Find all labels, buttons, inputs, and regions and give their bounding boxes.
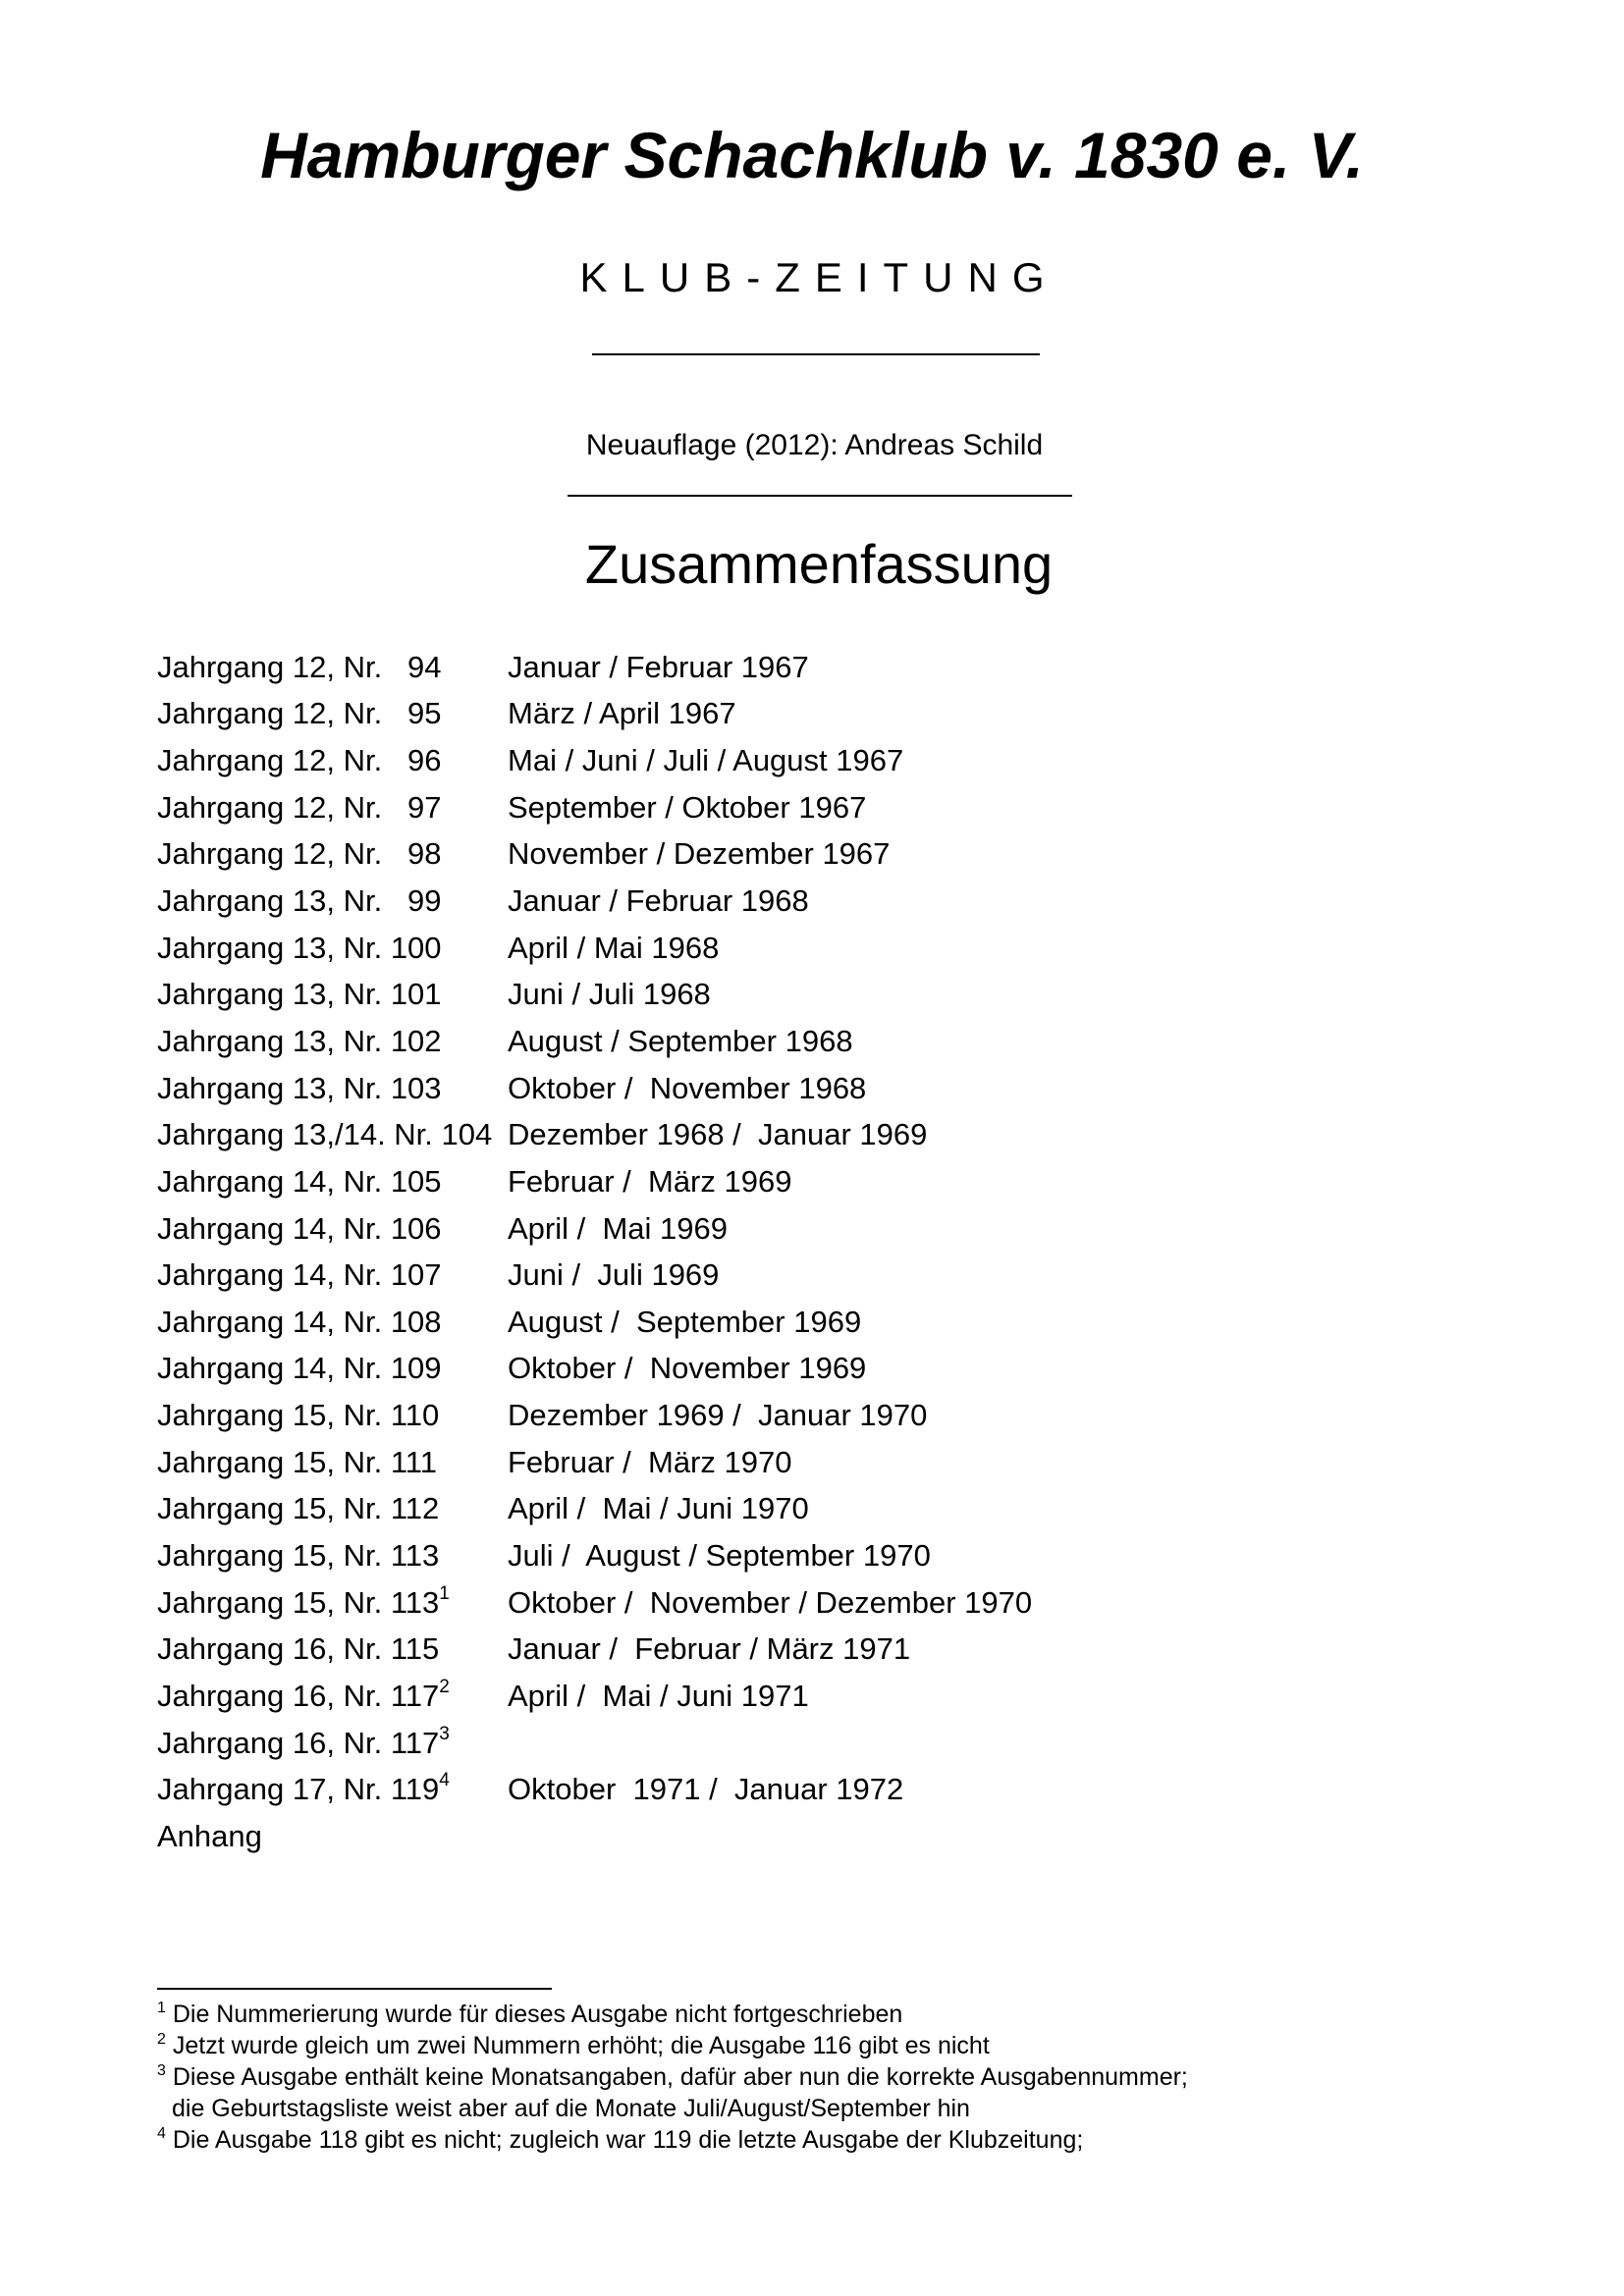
footnote-marker: 2 [439,1676,450,1697]
issue-number [157,743,508,778]
issue-months: Februar / März 1969 [508,1163,792,1199]
issue-months: August / September 1969 [508,1304,862,1339]
footnote [157,1999,1434,2030]
issue-number [157,1772,508,1807]
issue-row [157,1486,1434,1533]
issue-number [157,1351,508,1386]
issue-months: September / Oktober 1967 [508,789,867,825]
issue-row [157,1532,1434,1579]
footnote-number: 3 [157,2062,166,2079]
issue-number-text: Jahrgang 16, Nr. 117 [157,1725,440,1760]
issue-row [157,1205,1434,1253]
issue-number-text: Jahrgang 13, Nr. 100 [157,930,442,965]
issue-number-text: Jahrgang 15, Nr. 113 [157,1537,440,1573]
issue-row [157,691,1434,738]
footnote [157,2030,1434,2061]
footnote-marker: 1 [439,1582,450,1604]
issue-row [157,784,1434,831]
issue-months: Mai / Juni / Juli / August 1967 [508,743,904,778]
footnote-divider [157,1988,552,1990]
divider-line [592,353,1040,355]
issue-number [157,977,508,1012]
footnote-marker: 4 [439,1770,450,1791]
footnote-text: Jetzt wurde gleich um zwei Nummern erhöht; die Ausgabe 116 gibt es nicht [165,2032,990,2059]
issue-number-text: Jahrgang 13, Nr. 99 [157,883,442,919]
footnote [157,2124,1434,2156]
issue-months: März / April 1967 [508,696,736,731]
issue-row [157,1252,1434,1299]
issue-number [157,1676,508,1714]
issue-months: April / Mai / Juni 1970 [508,1491,809,1526]
issue-months: Juli / August / September 1970 [508,1537,931,1573]
issue-months: Oktober / November 1968 [508,1070,867,1105]
footnote-number: 1 [157,2000,166,2016]
issue-row [157,1299,1434,1346]
issue-row [157,1439,1434,1486]
issue-row [157,1579,1434,1627]
issue-number-text: Jahrgang 15, Nr. 110 [157,1398,440,1433]
club-title: Hamburger Schachklub v. 1830 e. V. [260,119,1364,191]
issue-months: Oktober 1971 / Januar 1972 [508,1772,904,1807]
issue-row [157,1065,1434,1112]
issue-number-text: Jahrgang 14, Nr. 106 [157,1210,442,1246]
issue-months: Dezember 1968 / Januar 1969 [508,1117,928,1152]
issue-number [157,1819,508,1854]
issue-number [157,1582,508,1621]
issue-row [157,1766,1434,1813]
issue-number [157,1445,508,1480]
issue-number [157,931,508,966]
issue-row [157,1346,1434,1393]
issue-row [157,1111,1434,1158]
issue-months: April / Mai 1969 [508,1210,728,1246]
issue-row [157,1673,1434,1720]
issue-number [157,883,508,919]
issue-number [157,1398,508,1433]
issue-months: Juni / Juli 1969 [508,1257,720,1293]
issue-number-text: Jahrgang 13, Nr. 102 [157,1023,442,1058]
issue-row [157,1813,1434,1860]
issue-number [157,650,508,685]
issue-months: Dezember 1969 / Januar 1970 [508,1398,928,1433]
issue-months: Oktober / November 1969 [508,1351,867,1386]
issue-number [157,1024,508,1059]
issue-row [157,1018,1434,1065]
issue-months: Juni / Juli 1968 [508,977,711,1012]
footnote-text: Die Ausgabe 118 gibt es nicht; zugleich war 119 die letzte Ausgabe der Klubzeitung; [165,2126,1084,2154]
issue-row [157,737,1434,784]
issue-number-text: Jahrgang 13,/14. Nr. 104 [157,1117,493,1152]
newsletter-subtitle: KLUB-ZEITUNG [579,254,1059,300]
issue-row [157,1158,1434,1205]
issue-months: Oktober / November / Dezember 1970 [508,1584,1033,1620]
issue-number-text: Jahrgang 15, Nr. 113 [157,1584,440,1620]
divider-line [568,495,1072,497]
issue-row [157,1392,1434,1439]
issue-number [157,1117,508,1152]
issue-number-text: Jahrgang 13, Nr. 103 [157,1070,442,1105]
issue-number-text: Jahrgang 12, Nr. 95 [157,696,442,731]
issue-row [157,1626,1434,1673]
footnote-number: 4 [157,2125,166,2142]
issue-number [157,1631,508,1667]
issue-number-text: Jahrgang 13, Nr. 101 [157,977,442,1012]
issue-number [157,1257,508,1293]
issue-number [157,1211,508,1247]
footnote-continuation: die Geburtstagsliste weist aber auf die Monate Juli/August/September hin [172,2095,970,2122]
issue-row [157,644,1434,691]
section-heading: Zusammenfassung [584,533,1054,595]
issue-number-text: Jahrgang 14, Nr. 107 [157,1257,442,1293]
issue-number-text: Jahrgang 16, Nr. 117 [157,1678,440,1713]
footnote [157,2061,1434,2093]
issue-row [157,925,1434,972]
issue-months: Januar / Februar / März 1971 [508,1631,911,1667]
issue-months: April / Mai / Juni 1971 [508,1678,809,1713]
footnote-marker: 3 [439,1723,450,1744]
issue-months: November / Dezember 1967 [508,836,891,872]
issue-number-text: Jahrgang 14, Nr. 108 [157,1304,442,1339]
issue-number-text: Jahrgang 17, Nr. 119 [157,1772,440,1807]
footnotes [157,1999,1434,2156]
issue-number-text: Jahrgang 12, Nr. 96 [157,743,442,778]
footnote-number: 2 [157,2031,166,2048]
issue-number-text: Jahrgang 15, Nr. 112 [157,1491,440,1526]
edition-credit: Neuauflage (2012): Andreas Schild [585,429,1044,461]
issue-months: Januar / Februar 1968 [508,883,809,919]
issue-number-text: Jahrgang 15, Nr. 111 [157,1444,437,1479]
issue-number-text: Jahrgang 12, Nr. 97 [157,789,442,825]
issue-number-text: Jahrgang 16, Nr. 115 [157,1631,440,1667]
issue-number-text: Jahrgang 14, Nr. 109 [157,1351,442,1386]
issue-number [157,1164,508,1200]
issue-number [157,836,508,872]
issue-number [157,1491,508,1526]
issue-number [157,1723,508,1761]
issue-number [157,790,508,826]
issue-months: August / September 1968 [508,1023,853,1058]
issue-months: Januar / Februar 1967 [508,649,809,684]
issue-row [157,878,1434,925]
issue-list [157,644,1434,1860]
issue-months: Februar / März 1970 [508,1444,792,1479]
issue-number-text: Jahrgang 12, Nr. 94 [157,649,442,684]
issue-number-text: Jahrgang 12, Nr. 98 [157,836,442,872]
footnote-text: Diese Ausgabe enthält keine Monatsangaben, dafür aber nun die korrekte Ausgabennummer; [165,2063,1188,2091]
issue-number-text: Jahrgang 14, Nr. 105 [157,1163,442,1199]
footnote-text: Die Nummerierung wurde für dieses Ausgabe nicht fortgeschrieben [165,2001,903,2028]
issue-number [157,1071,508,1106]
issue-row [157,831,1434,879]
issue-number [157,1305,508,1340]
issue-number-text: Anhang [157,1818,262,1853]
issue-months: April / Mai 1968 [508,930,720,965]
issue-row [157,971,1434,1018]
issue-number [157,696,508,731]
issue-row [157,1720,1434,1767]
issue-number [157,1538,508,1574]
